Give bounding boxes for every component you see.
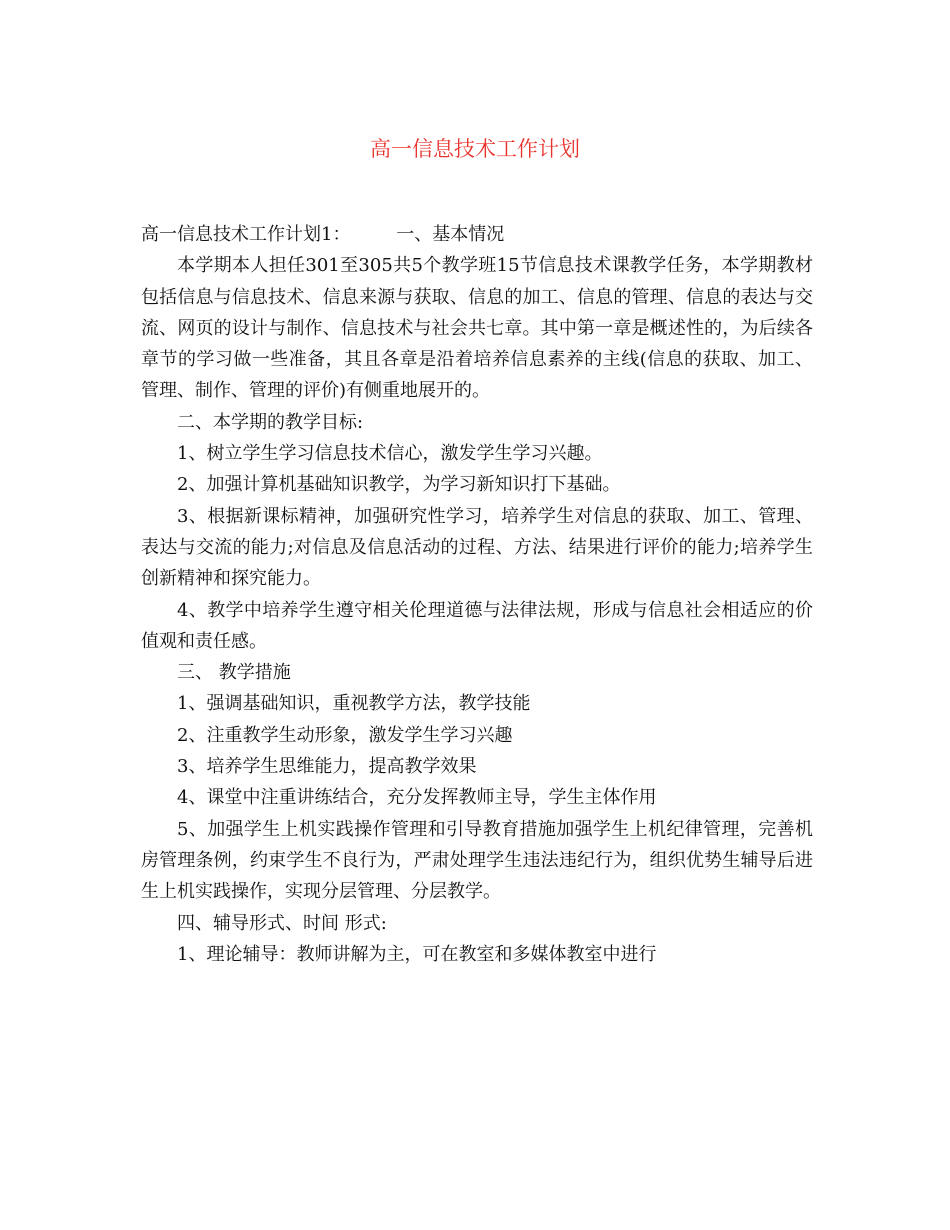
section-heading-measures: 三、 教学措施 — [177, 662, 291, 684]
tutoring-item-1: 1、理论辅导：教师讲解为主，可在教室和多媒体教室中进行 — [177, 943, 657, 965]
measure-item-5: 5、加强学生上机实践操作管理和引导教育措施加强学生上机纪律管理，完善机房管理条例，约束学生不良行为，严肃处理学生违法违纪行为，组织优势生辅导后进生上机实践操作，实现分层管理、分层教学。 — [141, 818, 813, 903]
measure-item-2: 2、注重教学生动形象，激发学生学习兴趣 — [177, 724, 513, 746]
section-heading-goals: 二、本学期的教学目标: — [177, 411, 364, 433]
goal-item-2: 2、加强计算机基础知识教学，为学习新知识打下基础。 — [177, 474, 621, 496]
measure-item-1: 1、强调基础知识，重视教学方法，教学技能 — [177, 693, 531, 715]
measure-item-3: 3、培养学生思维能力，提高教学效果 — [177, 756, 477, 778]
paragraph-basic-situation: 本学期本人担任301至305共5个教学班15节信息技术课教学任务，本学期教材包括信息与信息技术、信息来源与获取、信息的加工、信息的管理、信息的表达与交流、网页的设计与制作、信息技术与社会共七章。其中第一章是概述性的，为后续各章节的学习做一些准备，其且各章是沿着培养信息素养的主线(信息的获取、加工、管理、制作、管理的评价)有侧重地展开的。 — [141, 255, 813, 402]
document-title: 高一信息技术工作计划 — [370, 137, 580, 161]
measure-item-4: 4、课堂中注重讲练结合，充分发挥教师主导，学生主体作用 — [177, 787, 657, 809]
goal-item-4: 4、教学中培养学生遵守相关伦理道德与法律法规，形成与信息社会相适应的价值观和责任感。 — [141, 599, 813, 652]
section-heading-tutoring: 四、辅导形式、时间 形式: — [177, 912, 387, 934]
paragraph-plan-intro: 高一信息技术工作计划1： 一、基本情况 — [141, 224, 505, 245]
document-body — [141, 219, 813, 970]
goal-item-3: 3、根据新课标精神，加强研究性学习，培养学生对信息的获取、加工、管理、表达与交流的能力;对信息及信息活动的过程、方法、结果进行评价的能力;培养学生创新精神和探究能力。 — [141, 505, 813, 590]
goal-item-1: 1、树立学生学习信息技术信心，激发学生学习兴趣。 — [177, 443, 603, 465]
